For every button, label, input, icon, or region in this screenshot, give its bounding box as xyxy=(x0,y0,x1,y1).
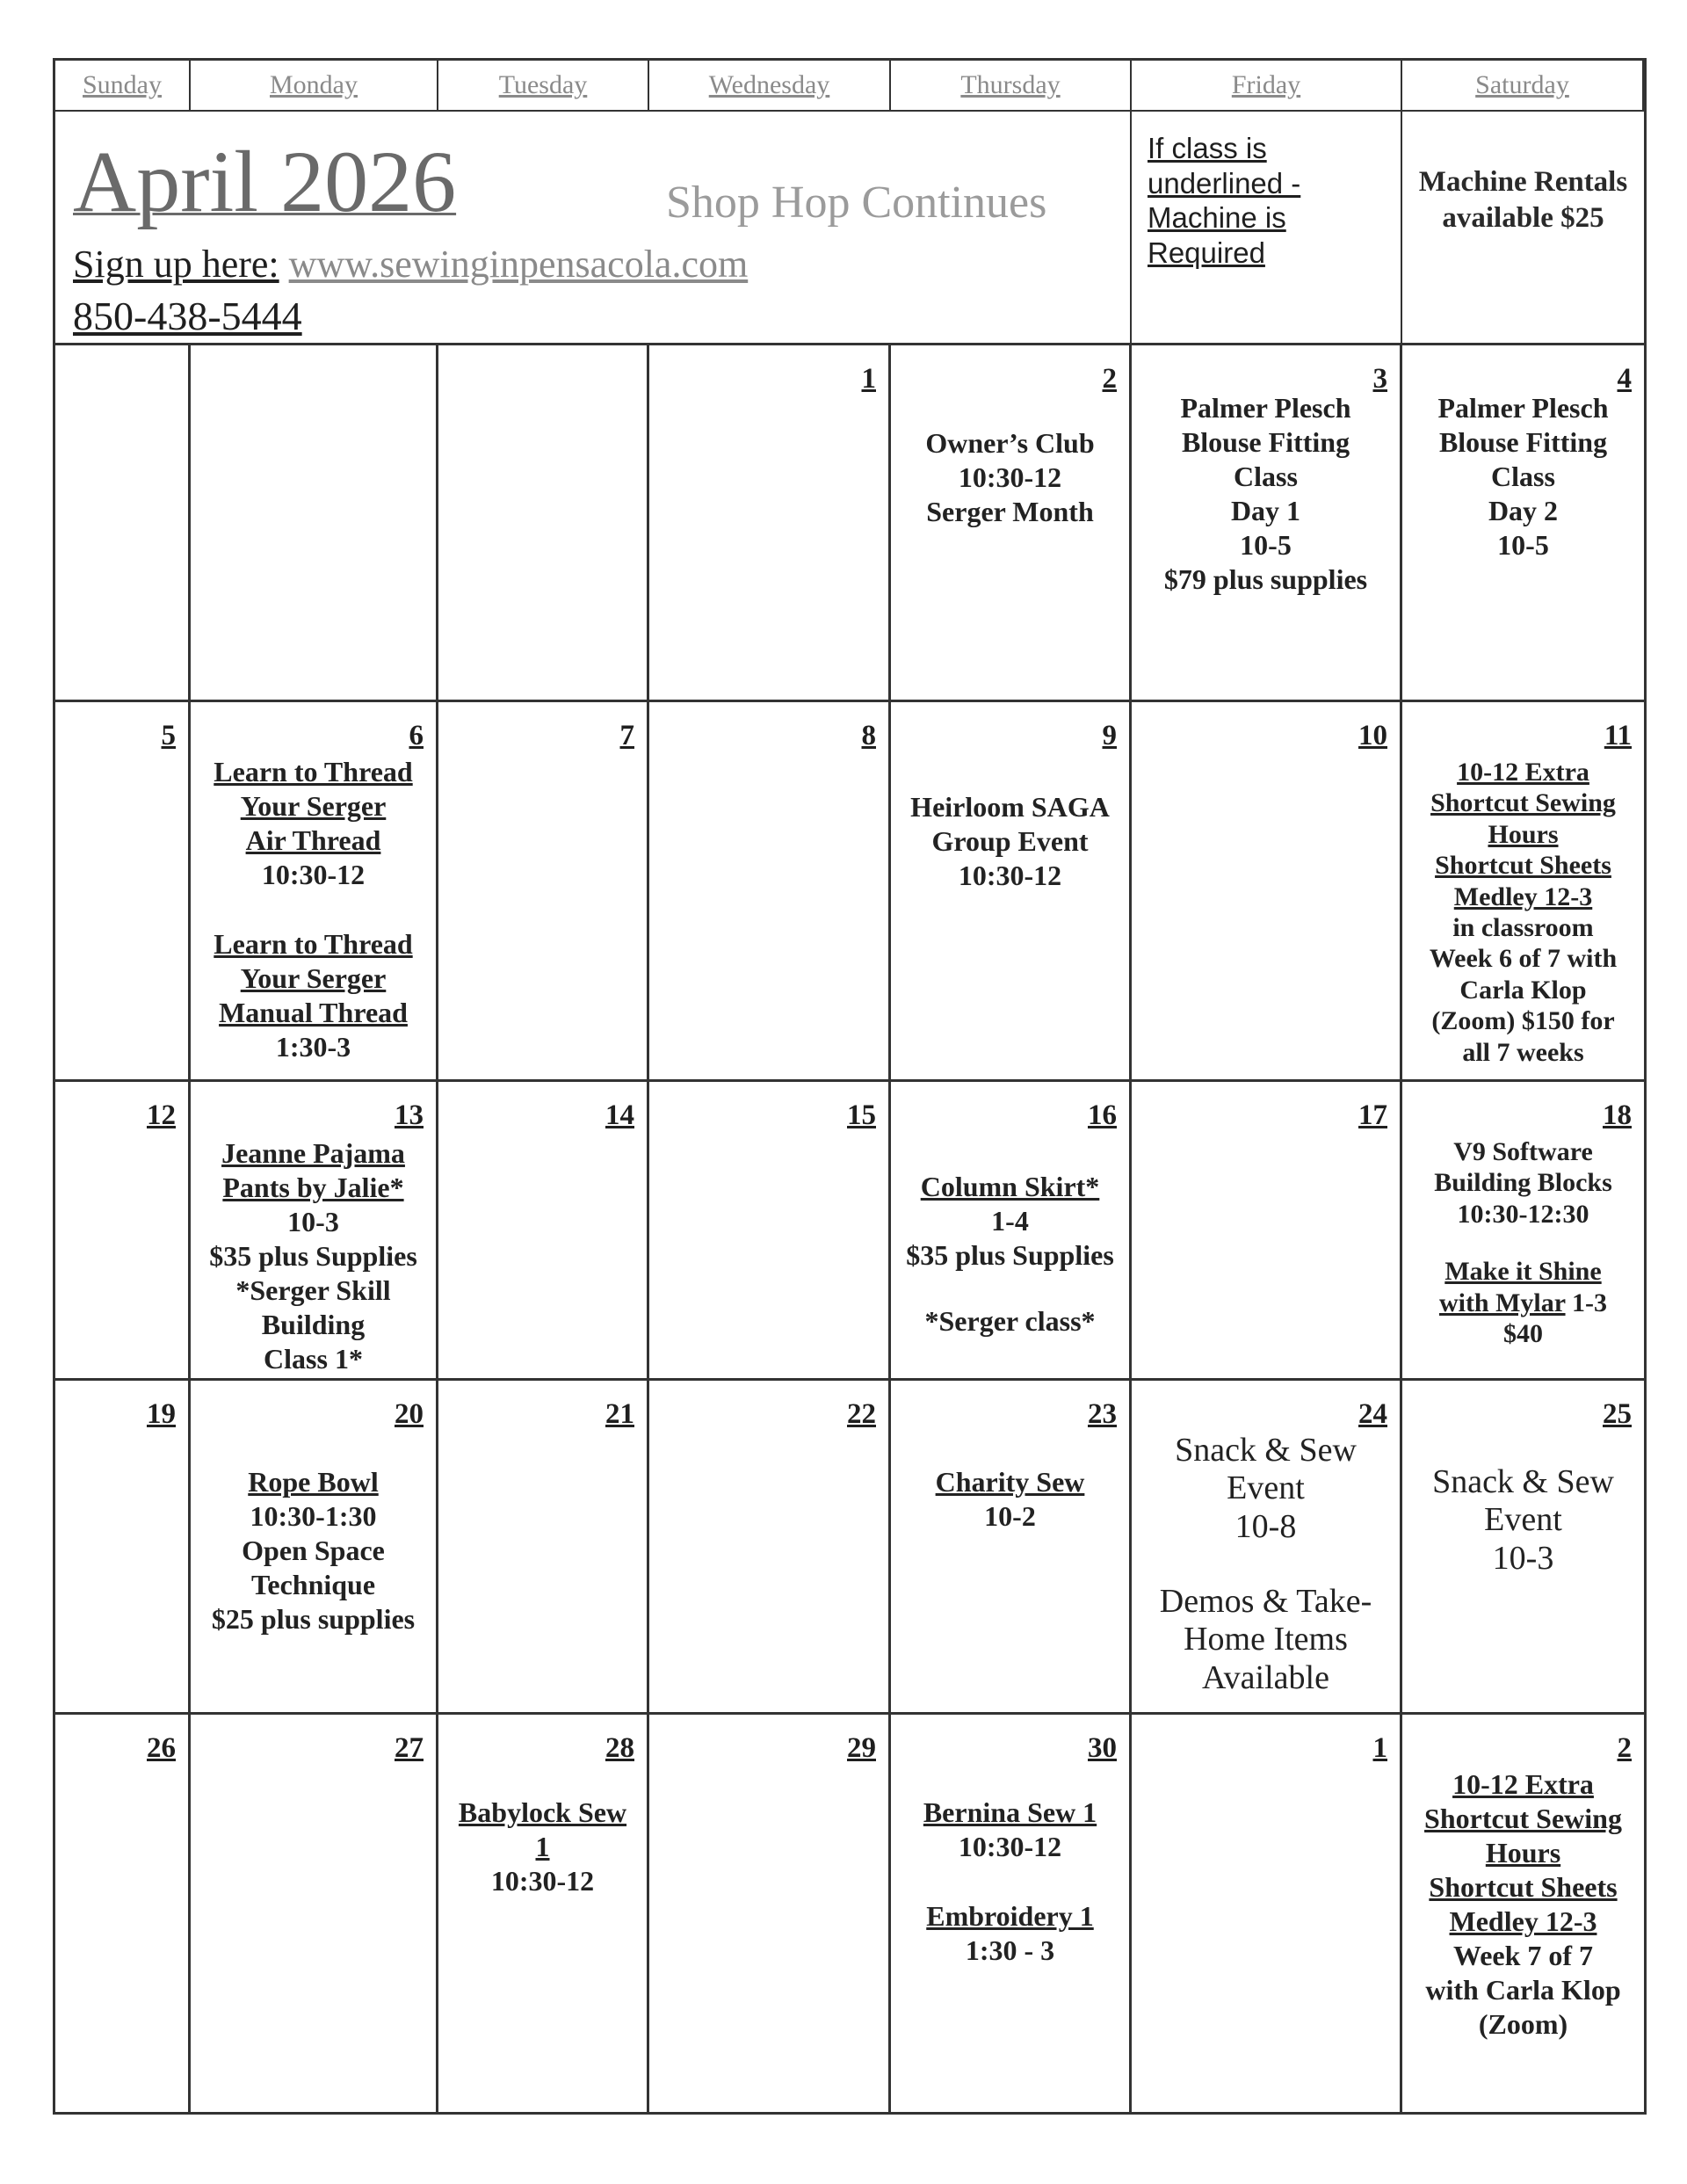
event-blouse-fitting-day2 xyxy=(1408,391,1639,562)
event-line: Day 1 xyxy=(1230,495,1301,527)
day-cell xyxy=(191,1715,438,2112)
event-line: 10-12 Extra xyxy=(1452,1768,1594,1800)
day-number: 6 xyxy=(409,720,424,751)
day-cell xyxy=(649,1082,891,1381)
event-line: Event xyxy=(1484,1501,1562,1539)
event-spacer xyxy=(196,892,431,927)
event-line: $35 plus Supplies xyxy=(906,1239,1114,1272)
signup-url-link[interactable]: www.sewinginpensacola.com xyxy=(288,243,749,286)
day-number: 2 xyxy=(1617,1732,1632,1764)
day-cell xyxy=(649,702,891,1082)
day-number: 22 xyxy=(847,1398,876,1430)
day-cell xyxy=(891,1381,1132,1715)
event-line: Hours xyxy=(1485,1837,1561,1869)
day-cell xyxy=(438,1381,649,1715)
event-owners-club xyxy=(896,426,1124,529)
event-line: Snack & Sew xyxy=(1432,1463,1614,1500)
event-line: 10-3 xyxy=(287,1206,339,1238)
event-line: 10:30-12 xyxy=(958,860,1062,892)
day-cell xyxy=(191,1381,438,1715)
day-number: 17 xyxy=(1358,1099,1387,1131)
event-line: 10:30-12 xyxy=(261,859,366,891)
day-cell xyxy=(438,345,649,702)
event-line: 10:30-1:30 xyxy=(250,1500,377,1533)
event-line: Air Thread xyxy=(245,824,381,857)
event-line: 10:30-12 xyxy=(958,1831,1062,1863)
event-line: Embroidery 1 xyxy=(926,1900,1094,1933)
event-shortcut-sewing-week7 xyxy=(1408,1767,1639,2042)
event-line: Open Space xyxy=(242,1535,385,1567)
event-snack-sew-friday xyxy=(1137,1432,1394,1697)
day-cell xyxy=(1132,1715,1402,2112)
event-rope-bowl xyxy=(196,1465,431,1636)
event-line: Building xyxy=(261,1309,366,1341)
day-number: 21 xyxy=(605,1398,634,1430)
note-line: Machine is xyxy=(1148,201,1286,235)
event-line: Charity Sew xyxy=(935,1466,1085,1498)
event-line: Group Event xyxy=(931,825,1089,858)
event-line: Your Serger xyxy=(240,790,387,823)
event-charity-sew xyxy=(896,1465,1124,1534)
event-line: 1:30 - 3 xyxy=(965,1934,1055,1967)
day-cell xyxy=(891,345,1132,702)
event-line: Shortcut Sheets xyxy=(1429,1871,1618,1904)
day-number: 4 xyxy=(1617,363,1632,395)
event-v9-software xyxy=(1408,1136,1639,1349)
day-number: 20 xyxy=(395,1398,424,1430)
day-number: 15 xyxy=(847,1099,876,1131)
event-line: Owner’s Club xyxy=(925,427,1095,459)
day-number: 5 xyxy=(161,720,176,751)
day-number: 1 xyxy=(1372,1732,1387,1764)
day-number: 26 xyxy=(147,1732,176,1764)
event-line: Building Blocks xyxy=(1434,1168,1612,1198)
machine-required-note xyxy=(1132,112,1402,345)
event-heirloom-saga xyxy=(896,790,1124,893)
day-number: 23 xyxy=(1088,1398,1117,1430)
event-line: 10:30-12:30 xyxy=(1457,1199,1589,1229)
day-number: 2 xyxy=(1102,363,1117,395)
day-number: 11 xyxy=(1604,720,1632,751)
day-header-tuesday: Tuesday xyxy=(438,61,649,112)
page-title: April 2026 xyxy=(73,133,457,230)
event-line: Event xyxy=(1227,1469,1305,1507)
event-line: Hours xyxy=(1488,819,1559,849)
day-header-thursday: Thursday xyxy=(891,61,1132,112)
event-blouse-fitting-day1 xyxy=(1137,391,1394,597)
event-line: Class 1* xyxy=(264,1343,363,1375)
machine-rental-note xyxy=(1402,112,1644,345)
day-number: 8 xyxy=(861,720,876,751)
day-cell xyxy=(891,1082,1132,1381)
event-line: Serger Month xyxy=(926,496,1094,528)
event-line: 10-2 xyxy=(984,1500,1036,1533)
event-line: (Zoom) $150 for xyxy=(1431,1006,1615,1036)
day-cell xyxy=(1402,702,1644,1082)
event-line: Pants by Jalie* xyxy=(222,1172,404,1204)
event-snack-sew-saturday xyxy=(1408,1463,1639,1578)
event-spacer xyxy=(1408,1230,1639,1256)
event-line: Day 2 xyxy=(1488,495,1559,527)
event-line: $25 plus supplies xyxy=(211,1603,416,1636)
day-number: 10 xyxy=(1358,720,1387,751)
day-cell xyxy=(649,345,891,702)
event-line: 10-3 xyxy=(1492,1539,1554,1577)
day-header-sunday: Sunday xyxy=(55,61,191,112)
day-cell xyxy=(438,702,649,1082)
event-line: (Zoom) xyxy=(1478,2008,1568,2041)
day-cell xyxy=(649,1715,891,2112)
event-shortcut-sewing-week6 xyxy=(1408,757,1639,1068)
calendar-grid xyxy=(53,58,1647,2115)
day-header-saturday: Saturday xyxy=(1402,61,1644,112)
note-line: Required xyxy=(1148,236,1265,269)
event-line: Snack & Sew xyxy=(1175,1432,1357,1469)
day-number: 29 xyxy=(847,1732,876,1764)
event-line: Column Skirt* xyxy=(920,1171,1100,1202)
event-column-skirt xyxy=(896,1170,1124,1339)
event-line: Rope Bowl xyxy=(248,1466,379,1498)
note-line: available $25 xyxy=(1442,202,1604,235)
event-line: Available xyxy=(1202,1658,1329,1696)
event-line: with Carla Klop xyxy=(1425,1974,1621,2006)
day-cell xyxy=(1132,1082,1402,1381)
event-learn-to-thread xyxy=(196,755,431,1064)
day-cell xyxy=(1402,345,1644,702)
day-cell xyxy=(1132,702,1402,1082)
event-line: Shortcut Sewing xyxy=(1430,788,1616,818)
day-cell xyxy=(1132,345,1402,702)
day-cell xyxy=(438,1082,649,1381)
day-number: 7 xyxy=(619,720,634,751)
event-line: Blouse Fitting xyxy=(1181,426,1350,459)
day-cell xyxy=(649,1381,891,1715)
day-header-wednesday: Wednesday xyxy=(649,61,891,112)
event-jeanne-pajama xyxy=(196,1136,431,1376)
day-cell xyxy=(1402,1381,1644,1715)
note-line: Machine Rentals xyxy=(1418,166,1628,198)
event-line: Class xyxy=(1491,461,1555,493)
event-line: 10-8 xyxy=(1234,1507,1297,1545)
day-cell xyxy=(55,345,191,702)
day-cell xyxy=(891,702,1132,1082)
day-cell xyxy=(55,702,191,1082)
event-line: $35 plus Supplies xyxy=(209,1240,417,1273)
day-cell xyxy=(191,702,438,1082)
event-spacer xyxy=(1137,1546,1394,1583)
event-line: Blouse Fitting xyxy=(1438,426,1608,459)
day-cell xyxy=(191,345,438,702)
day-header-monday: Monday xyxy=(191,61,438,112)
event-line: Your Serger xyxy=(240,962,387,995)
event-line: Bernina Sew 1 xyxy=(923,1796,1097,1828)
event-line: 1-3 xyxy=(1572,1288,1608,1317)
event-line: Medley 12-3 xyxy=(1449,1905,1597,1938)
day-number: 3 xyxy=(1372,363,1387,395)
event-line: Heirloom SAGA xyxy=(910,791,1110,823)
event-line: 1:30-3 xyxy=(275,1031,351,1063)
event-line: Home Items xyxy=(1184,1621,1348,1658)
event-bernina-sew xyxy=(896,1796,1124,1968)
event-spacer xyxy=(896,1273,1124,1304)
event-line: Shortcut Sewing xyxy=(1424,1803,1622,1835)
day-number: 28 xyxy=(605,1732,634,1764)
event-line: Shortcut Sheets xyxy=(1435,851,1611,881)
event-spacer xyxy=(896,1864,1124,1899)
event-line: 10-12 Extra xyxy=(1457,758,1589,787)
day-cell xyxy=(438,1715,649,2112)
subtitle: Shop Hop Continues xyxy=(666,178,1047,228)
signup-label: Sign up here: xyxy=(73,243,279,286)
event-line: Technique xyxy=(250,1569,376,1601)
event-line: 1-4 xyxy=(991,1205,1029,1237)
day-cell xyxy=(891,1715,1132,2112)
day-number: 14 xyxy=(605,1099,634,1131)
day-number: 18 xyxy=(1603,1099,1632,1131)
event-line: Week 7 of 7 xyxy=(1452,1940,1594,1972)
event-line: 10:30-12 xyxy=(958,461,1062,494)
day-number: 9 xyxy=(1102,720,1117,751)
event-line: Class xyxy=(1234,461,1298,493)
day-header-friday: Friday xyxy=(1132,61,1402,112)
event-line: V9 Software xyxy=(1453,1137,1593,1166)
event-line: Learn to Thread xyxy=(214,756,413,787)
event-line: all 7 weeks xyxy=(1462,1037,1584,1067)
event-line: Palmer Plesch xyxy=(1180,392,1351,424)
event-line: *Serger Skill xyxy=(235,1274,391,1307)
event-line: Palmer Plesch xyxy=(1437,392,1609,424)
day-cell xyxy=(55,1715,191,2112)
calendar-header xyxy=(55,112,1132,345)
event-line: Demos & Take- xyxy=(1159,1582,1372,1620)
event-line: with Mylar xyxy=(1438,1288,1566,1317)
day-number: 25 xyxy=(1603,1398,1632,1430)
day-cell xyxy=(1402,1082,1644,1381)
day-cell xyxy=(1132,1381,1402,1715)
event-line: 10-5 xyxy=(1240,529,1292,562)
event-line: Learn to Thread xyxy=(214,928,413,961)
event-line: 1 xyxy=(535,1831,550,1863)
day-number: 1 xyxy=(861,363,876,395)
event-line: Carla Klop xyxy=(1459,975,1587,1005)
event-line: Make it Shine xyxy=(1444,1257,1602,1287)
day-number: 27 xyxy=(395,1732,424,1764)
note-line: If class is xyxy=(1148,132,1267,164)
day-cell xyxy=(191,1082,438,1381)
event-line: 10-5 xyxy=(1497,529,1549,562)
event-line: Babylock Sew xyxy=(458,1796,627,1828)
day-number: 24 xyxy=(1358,1398,1387,1430)
event-line: Jeanne Pajama xyxy=(221,1137,405,1169)
event-babylock-sew xyxy=(444,1796,641,1898)
day-cell xyxy=(55,1082,191,1381)
day-cell xyxy=(1402,1715,1644,2112)
signup-line xyxy=(73,243,748,286)
day-number: 13 xyxy=(395,1099,424,1131)
event-line: in classroom xyxy=(1452,912,1594,942)
event-line: $40 xyxy=(1503,1318,1543,1348)
event-line: Week 6 of 7 with xyxy=(1429,944,1618,974)
event-line: Medley 12-3 xyxy=(1453,882,1593,911)
day-number: 12 xyxy=(147,1099,176,1131)
day-number: 19 xyxy=(147,1398,176,1430)
day-cell xyxy=(55,1381,191,1715)
event-line: 10:30-12 xyxy=(490,1865,595,1897)
event-line: Manual Thread xyxy=(219,997,408,1029)
note-line: underlined - xyxy=(1148,166,1301,200)
phone-number: 850-438-5444 xyxy=(73,294,302,338)
event-line: $79 plus supplies xyxy=(1163,563,1368,596)
event-line: *Serger class* xyxy=(924,1305,1096,1338)
day-number: 16 xyxy=(1088,1099,1117,1131)
day-number: 30 xyxy=(1088,1732,1117,1764)
